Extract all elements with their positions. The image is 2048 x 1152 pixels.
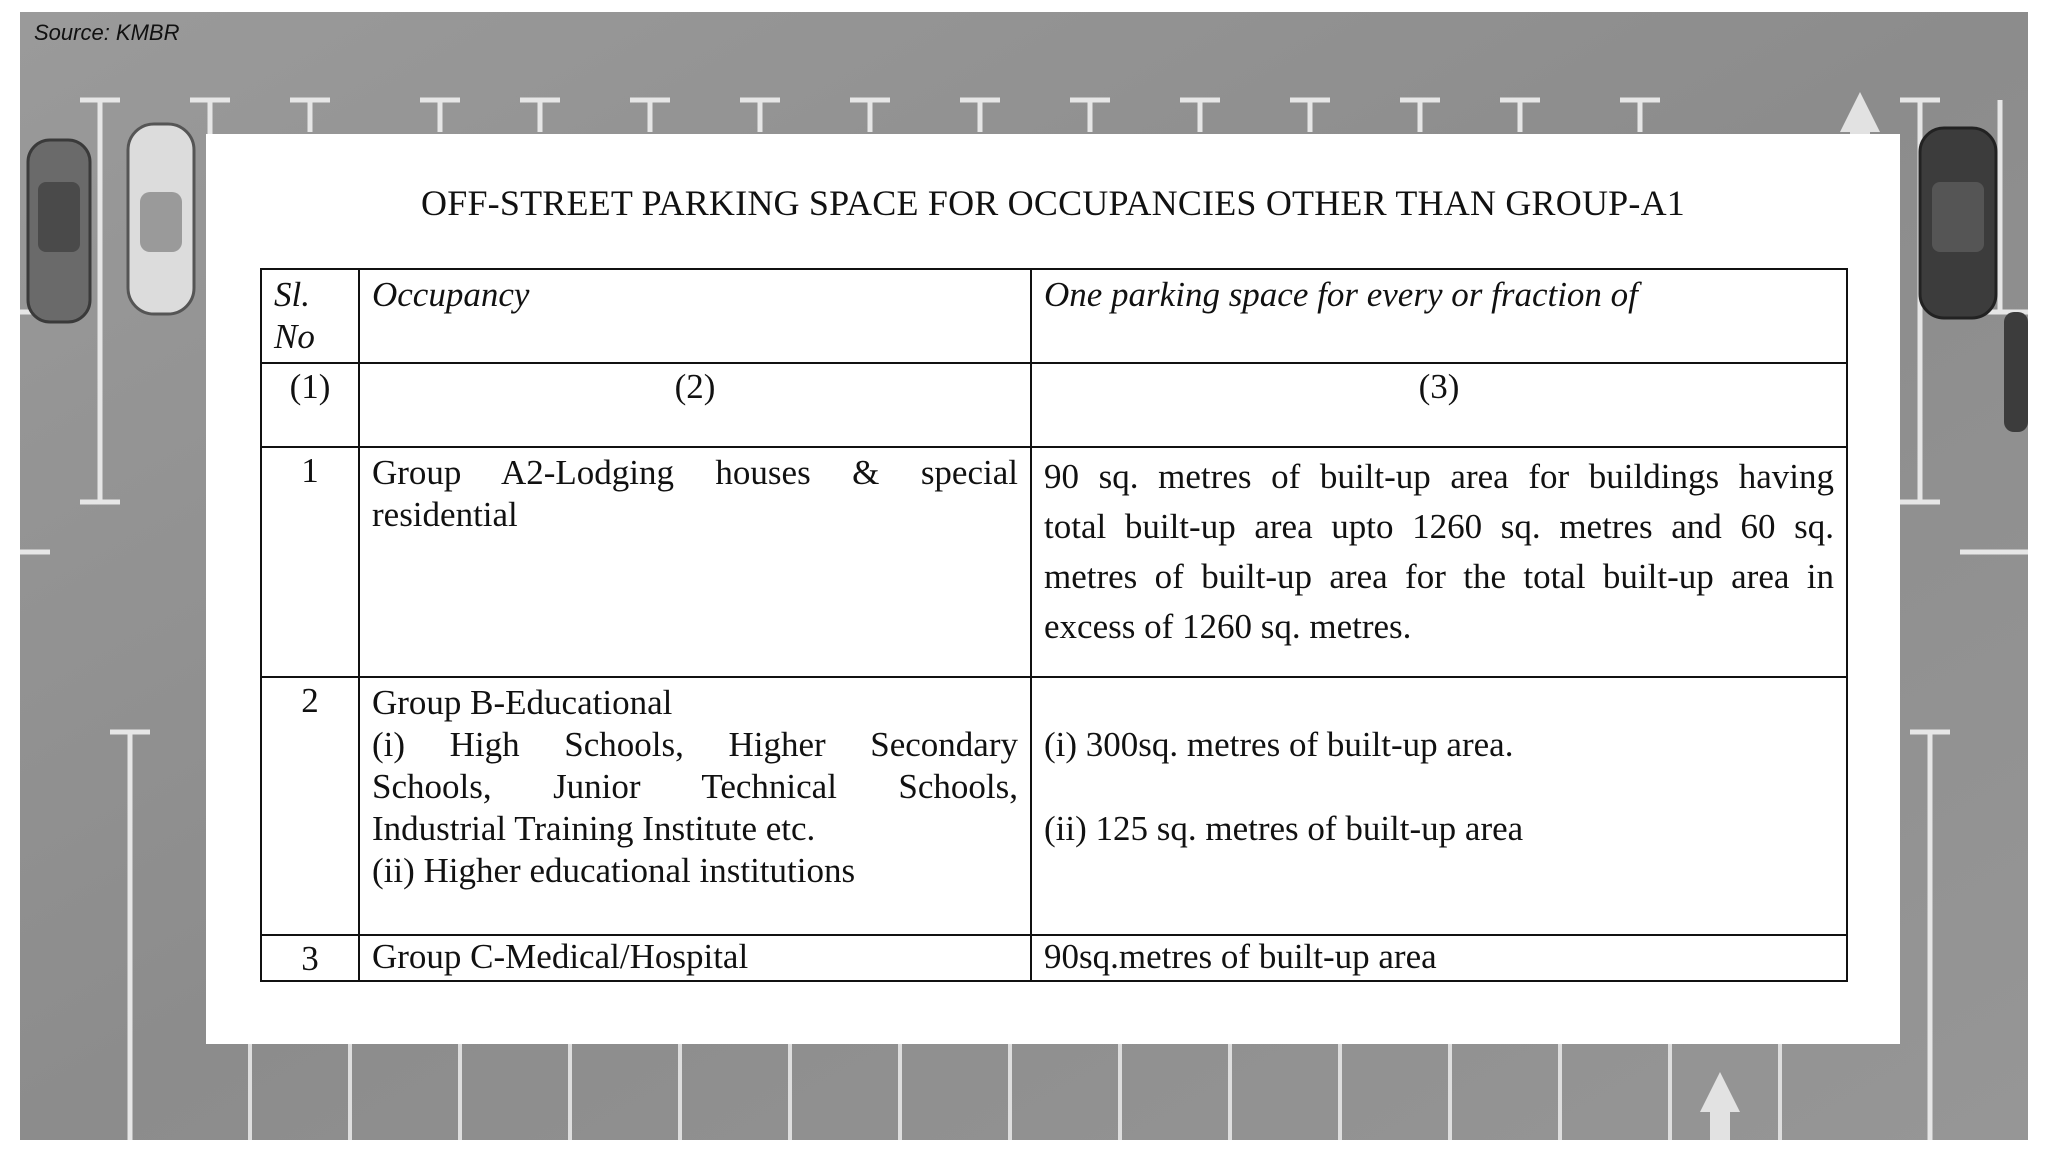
- header-sl-no: [261, 269, 359, 363]
- parking-line: 90 sq. metres of built-up area for buildings having: [1044, 457, 1834, 496]
- occupancy-line: Group C-Medical/Hospital: [372, 937, 749, 976]
- parking-line: (i) 300sq. metres of built-up area.: [1044, 725, 1514, 764]
- row-sl-number: 3: [261, 935, 359, 981]
- occupancy-line: Group A2-Lodging houses & special: [372, 453, 1018, 492]
- header-occupancy: [359, 269, 1031, 363]
- occupancy-line: Schools, Junior Technical Schools,: [372, 767, 1018, 806]
- row-occupancy: [359, 447, 1031, 677]
- source-caption: Source: KMBR: [34, 20, 180, 45]
- parking-line: 90sq.metres of built-up area: [1044, 937, 1437, 976]
- parking-line-spacer: [1044, 766, 1834, 808]
- table-row: [261, 677, 1847, 935]
- row-sl-number: 2: [261, 677, 359, 935]
- parking-line: metres of built-up area for the total built-up area in: [1044, 557, 1834, 596]
- parking-line: [1044, 682, 1834, 724]
- row-parking: [1031, 935, 1847, 981]
- table-row: [261, 935, 1847, 981]
- occupancy-line: residential: [372, 495, 518, 534]
- header-sl-no-text: Sl. No: [274, 275, 315, 356]
- header-occupancy-text: Occupancy: [372, 275, 530, 314]
- row-sl-number: 1: [261, 447, 359, 677]
- column-number-1: (1): [261, 363, 359, 447]
- column-number-row: [261, 363, 1847, 447]
- parking-line: total built-up area upto 1260 sq. metres and 60 sq.: [1044, 507, 1834, 546]
- row-parking: [1031, 677, 1847, 935]
- parking-line: excess of 1260 sq. metres.: [1044, 607, 1412, 646]
- row-parking: [1031, 447, 1847, 677]
- row-occupancy: [359, 677, 1031, 935]
- table-row: [261, 447, 1847, 677]
- table-header-row: [261, 269, 1847, 363]
- column-number-3: (3): [1031, 363, 1847, 447]
- parking-requirements-table: [260, 268, 1848, 982]
- occupancy-line: Group B-Educational: [372, 683, 673, 722]
- parking-line: (ii) 125 sq. metres of built-up area: [1044, 809, 1524, 848]
- document-title: OFF-STREET PARKING SPACE FOR OCCUPANCIES OTHER THAN GROUP-A1: [421, 183, 1685, 223]
- row-occupancy: [359, 935, 1031, 981]
- occupancy-line: (i) High Schools, Higher Secondary: [372, 725, 1018, 764]
- occupancy-line: Industrial Training Institute etc.: [372, 809, 816, 848]
- occupancy-line: (ii) Higher educational institutions: [372, 851, 856, 890]
- header-parking: [1031, 269, 1847, 363]
- header-parking-text: One parking space for every or fraction of: [1044, 275, 1638, 314]
- parking-table-panel: [206, 134, 1900, 1044]
- column-number-2: (2): [359, 363, 1031, 447]
